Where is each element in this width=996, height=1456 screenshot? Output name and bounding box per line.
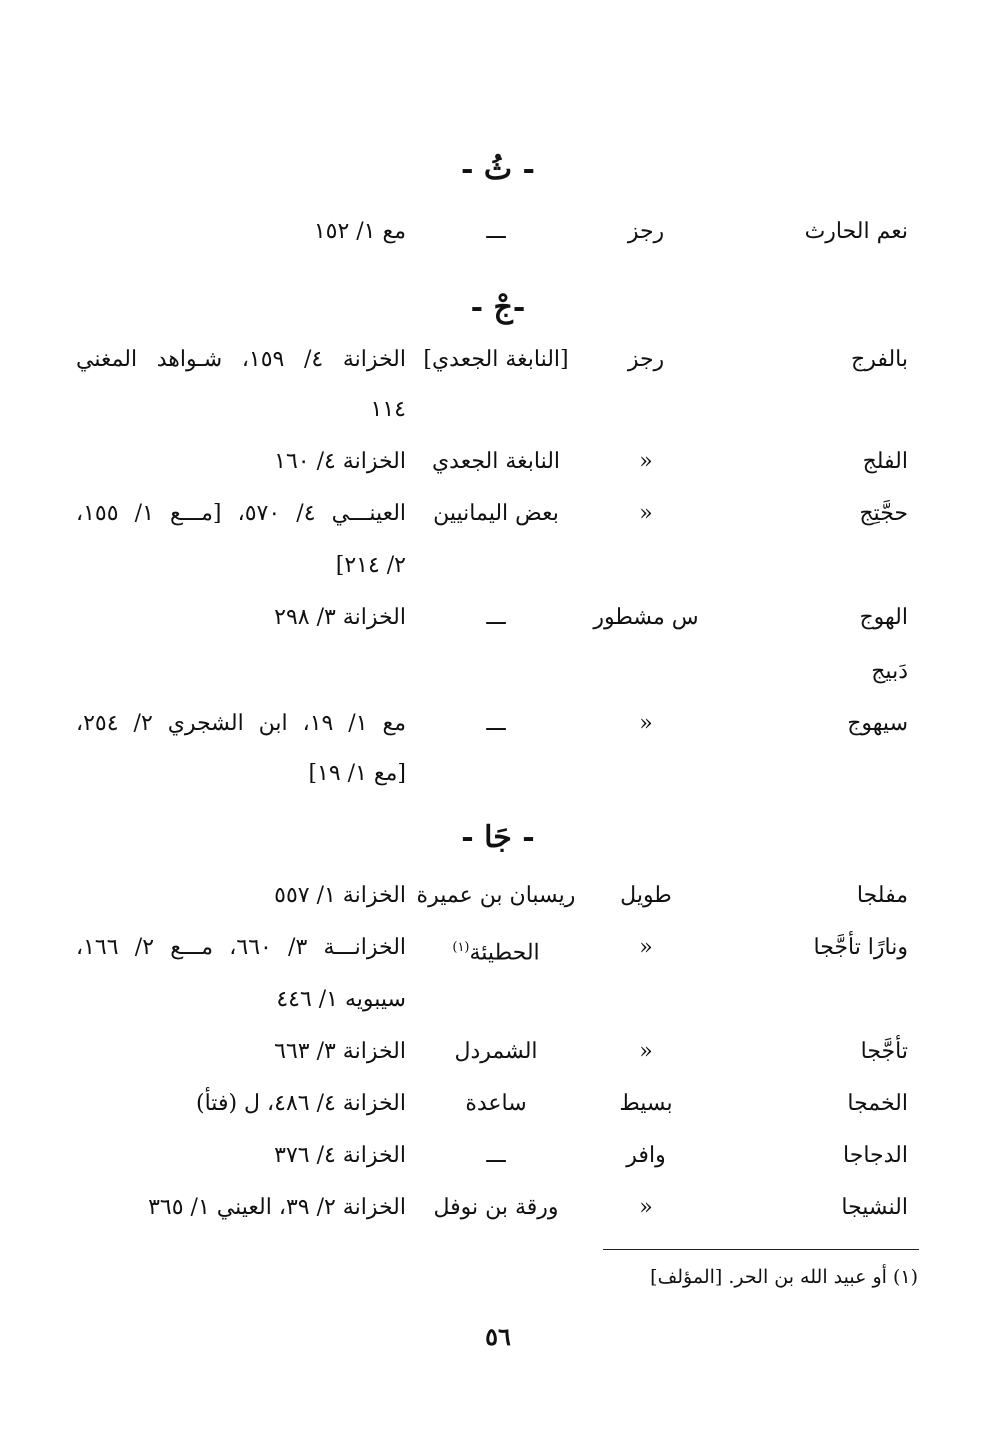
rhyme-word: بالفرج (851, 347, 908, 372)
table-row (0, 210, 996, 254)
table-row (0, 926, 996, 970)
poet: النابغة الجعدي (431, 449, 561, 474)
poet: ـــ (486, 605, 506, 630)
poet: ريسبان بن عميرة (416, 883, 576, 908)
source: الخزانة ٤/ ١٦٠ (274, 449, 406, 474)
poet: الشمردل (454, 1039, 538, 1064)
source: الخزانة ٤/ ٣٧٦ (274, 1143, 406, 1168)
rhyme-word: الدجاجا (843, 1143, 908, 1168)
source: مع ١/ ١٩، ابن الشجري ٢/ ٢٥٤، (76, 711, 407, 736)
meter: رجز (627, 219, 665, 244)
rhyme-word: حجَّتِج (859, 501, 908, 526)
table-row (0, 338, 996, 382)
meter: « (639, 1195, 653, 1220)
table-row (0, 1030, 996, 1074)
source: العينـــي ٤/ ٥٧٠، [مـــع ١/ ١٥٥، (76, 501, 407, 526)
rhyme-word: الفلج (862, 449, 908, 474)
footnote: (١) أو عبيد الله بن الحر. [المؤلف] (650, 1266, 918, 1288)
source: الخزانة ٢/ ٣٩، العيني ١/ ٣٦٥ (148, 1195, 406, 1220)
table-row (0, 492, 996, 536)
rhyme-word: نعم الحارث (804, 219, 908, 244)
footnote-marker: (١) (452, 940, 470, 955)
table-row (0, 702, 996, 746)
section-heading-ja: - جَا - (461, 820, 535, 855)
source: الخزانة ١/ ٥٥٧ (274, 883, 406, 908)
table-row (0, 596, 996, 640)
meter: « (639, 711, 653, 736)
source: الخزانـــة ٣/ ٦٦٠، مـــع ٢/ ١٦٦، (76, 935, 407, 960)
rhyme-word: الهوج (859, 605, 908, 630)
poet: ورقة بن نوفل (433, 1195, 559, 1220)
source-continuation: ٢/ ٢١٤] (335, 553, 406, 578)
table-row (0, 1082, 996, 1126)
rhyme-word: الخمجا (847, 1091, 908, 1116)
meter: « (639, 1039, 653, 1064)
section-heading-jim: -جْ - (470, 290, 526, 325)
source: مع ١/ ١٥٢ (313, 219, 406, 244)
meter: « (639, 501, 653, 526)
poet (406, 926, 586, 975)
rhyme-word: النشيجا (841, 1195, 908, 1220)
source: الخزانة ٤/ ١٥٩، شـواهد المغني (76, 347, 406, 372)
rhyme-word: دَبيج (871, 659, 908, 684)
poet: ـــ (486, 1143, 506, 1168)
meter: « (639, 935, 653, 960)
table-row (0, 1134, 996, 1178)
page-number: ٥٦ (485, 1322, 511, 1351)
table-row (0, 1186, 996, 1230)
rhyme-word: سيهوج (847, 711, 908, 736)
rhyme-word: مفلجا (856, 883, 908, 908)
table-row (0, 874, 996, 918)
meter: س مشطور (593, 605, 699, 630)
meter: بسيط (619, 1091, 673, 1116)
rhyme-word: ونارًا تأجَّجا (813, 935, 908, 960)
poet-name: الحطيئة (469, 940, 540, 966)
rhyme-word: تأجَّجا (860, 1039, 908, 1064)
table-row (0, 650, 996, 694)
poet: ـــ (486, 711, 506, 736)
source-continuation: سيبويه ١/ ٤٤٦ (276, 987, 406, 1012)
footnote-divider (603, 1249, 919, 1250)
source-continuation: [مع ١/ ١٩] (308, 761, 406, 786)
meter: وافر (626, 1143, 666, 1168)
source: الخزانة ٤/ ٤٨٦، ل (فتأ) (196, 1091, 406, 1116)
table-row (0, 440, 996, 484)
section-heading-tha: - ثُ - (460, 152, 536, 187)
poet: ساعدة (465, 1091, 527, 1116)
source: الخزانة ٣/ ٦٦٣ (274, 1039, 406, 1064)
poet: ـــ (486, 219, 506, 244)
meter: رجز (627, 347, 665, 372)
poet: بعض اليمانيين (433, 501, 559, 526)
source: الخزانة ٣/ ٢٩٨ (274, 605, 406, 630)
meter: طويل (620, 883, 672, 908)
poet: [النابغة الجعدي] (423, 347, 569, 372)
meter: « (639, 449, 653, 474)
source-continuation: ١١٤ (370, 397, 406, 422)
